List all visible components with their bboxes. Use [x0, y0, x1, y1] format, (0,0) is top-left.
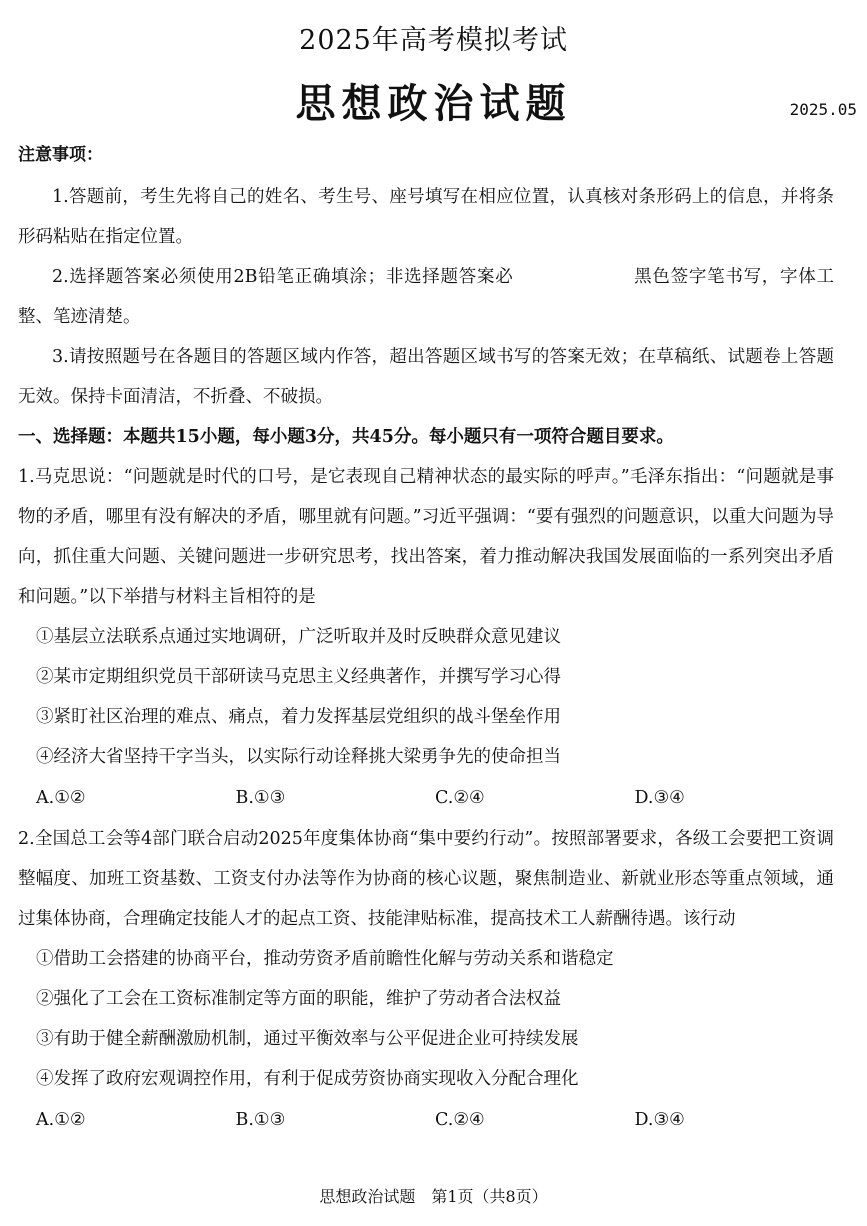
question-2-option-3: ③有助于健全薪酬激励机制，通过平衡效率与公平促进企业可持续发展	[36, 1029, 579, 1049]
question-1-choice-a: A.①②	[36, 788, 86, 808]
question-1-choice-d: D.③④	[634, 788, 685, 808]
question-1-option-4: ④经济大省坚持干字当头，以实际行动诠释挑大梁勇争先的使命担当	[36, 747, 561, 767]
page-footer: 思想政治试题 第1页（共8页）	[319, 1187, 548, 1206]
question-2-option-2: ②强化了工会在工资标准制定等方面的职能，维护了劳动者合法权益	[36, 989, 561, 1009]
page-content	[18, 140, 834, 1141]
notice-title: 注意事项：	[18, 145, 103, 165]
question-1-choice-c: C.②④	[435, 788, 485, 808]
question-2-choice-b: B.①③	[235, 1110, 286, 1130]
question-2-option-4: ④发挥了政府宏观调控作用，有利于促成劳资协商实现收入分配合理化	[36, 1069, 579, 1089]
question-2	[18, 819, 834, 1141]
section-title: 一、选择题：本题共15小题，每小题3分，共45分。每小题只有一项符合题目要求。	[18, 427, 674, 447]
exam-date: 2025.05	[789, 100, 857, 119]
question-1-stem: 1.马克思说：“问题就是时代的口号，是它表现自己精神状态的最实际的呼声。”毛泽东指出：“问题就是事物的矛盾，哪里有没有解决的矛盾，哪里就有问题。”习近平强调：“要有强烈的问题意识，以重大问题为导向，抓住重大问题、关键问题进一步研究思考，找出答案，着力推动解决我国发展面临的一系列突出矛盾和问题。”以下举措与材料主旨相符的是	[18, 467, 834, 607]
notice-item-3: 3.请按照题号在各题目的答题区域内作答，超出答题区域书写的答案无效；在草稿纸、试题卷上答题无效。保持卡面清洁，不折叠、不破损。	[18, 347, 834, 407]
question-1-option-2: ②某市定期组织党员干部研读马克思主义经典著作，并撰写学习心得	[36, 667, 561, 687]
notice-item-2-part-a: 2.选择题答案必须使用2B铅笔正确填涂；非选择题答案必	[52, 267, 514, 287]
subject-title: 思想政治试题	[295, 80, 572, 127]
question-2-stem: 2.全国总工会等4部门联合启动2025年度集体协商“集中要约行动”。按照部署要求，各级工会要把工资调整幅度、加班工资基数、工资支付办法等作为协商的核心议题，聚焦制造业、新就业形态等重点领域，通过集体协商，合理确定技能人才的起点工资、技能津贴标准，提高技术工人薪酬待遇。该行动	[18, 829, 834, 929]
question-2-option-1: ①借助工会搭建的协商平台，推动劳资矛盾前瞻性化解与劳动关系和谐稳定	[36, 949, 614, 969]
question-2-choice-a: A.①②	[36, 1110, 86, 1130]
question-1-option-1: ①基层立法联系点通过实地调研，广泛听取并及时反映群众意见建议	[36, 627, 561, 647]
notice-item-2	[18, 257, 834, 337]
question-1-option-3: ③紧盯社区治理的难点、痛点，着力发挥基层党组织的战斗堡垒作用	[36, 707, 561, 727]
question-2-choice-c: C.②④	[435, 1110, 485, 1130]
question-1	[18, 457, 834, 819]
question-1-choices	[36, 777, 834, 819]
question-2-choice-d: D.③④	[634, 1110, 685, 1130]
notice-item-2-part-b: 黑色签字笔书写，字体工整、笔迹清楚。	[18, 267, 834, 327]
notice-item-1: 1.答题前，考生先将自己的姓名、考生号、座号填写在相应位置，认真核对条形码上的信息，并将条形码粘贴在指定位置。	[18, 187, 834, 247]
question-2-choices	[36, 1099, 834, 1141]
question-1-choice-b: B.①③	[235, 788, 286, 808]
exam-title: 2025年高考模拟考试	[299, 25, 568, 56]
